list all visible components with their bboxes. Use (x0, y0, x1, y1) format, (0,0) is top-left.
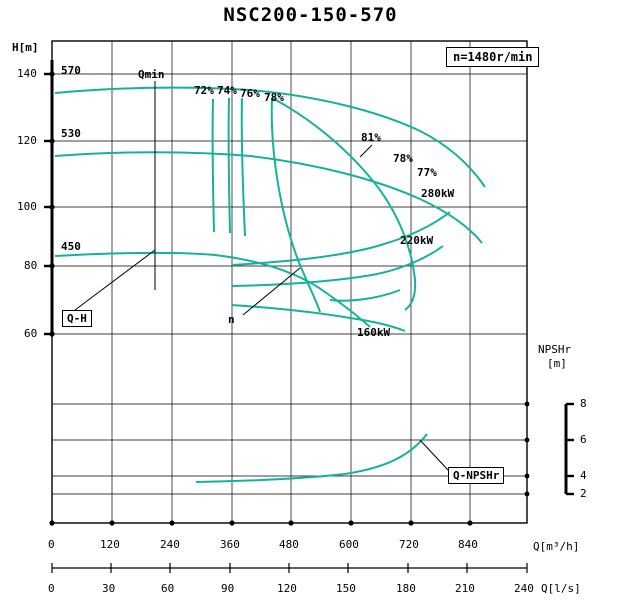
label-impeller-530: 530 (61, 127, 81, 140)
label-power-160kw: 160kW (357, 326, 391, 339)
ytick-h-140: 140 (17, 67, 37, 80)
xtick-m3h-240: 240 (160, 538, 180, 551)
ytick-npshr-4: 4 (580, 469, 587, 482)
xtick-ls-120: 120 (277, 582, 297, 595)
ytick-npshr-6: 6 (580, 433, 587, 446)
legend-qnpshr-box: Q-NPSHr (448, 467, 504, 484)
label-efficiency-72: 72% (194, 84, 214, 97)
label-power-220kw: 220kW (400, 234, 434, 247)
axis-label-npshr: NPSHr (538, 343, 572, 356)
label-efficiency-eta: n (228, 313, 235, 326)
label-qmin: Qmin (138, 68, 165, 81)
label-efficiency-81: 81% (361, 131, 381, 144)
xtick-m3h-840: 840 (458, 538, 478, 551)
xtick-ls-150: 150 (336, 582, 356, 595)
ytick-npshr-8: 8 (580, 397, 587, 410)
xtick-m3h-480: 480 (279, 538, 299, 551)
label-impeller-570: 570 (61, 64, 81, 77)
axis-label-flow-m3h: Q[m³/h] (533, 540, 580, 553)
label-efficiency-78: 78% (264, 91, 284, 104)
label-efficiency-76: 76% (240, 87, 260, 100)
axis-label-flow-ls: Q[l/s] (541, 582, 581, 595)
xtick-m3h-600: 600 (339, 538, 359, 551)
axis-label-npshr-unit: [m] (547, 357, 567, 370)
xtick-ls-180: 180 (396, 582, 416, 595)
ytick-npshr-2: 2 (580, 487, 587, 500)
xtick-m3h-120: 120 (100, 538, 120, 551)
xtick-ls-30: 30 (102, 582, 116, 595)
label-power-280kw: 280kW (421, 187, 455, 200)
ytick-h-80: 80 (24, 259, 38, 272)
page-title: NSC200-150-570 (223, 4, 398, 26)
xtick-ls-60: 60 (161, 582, 175, 595)
speed-badge: n=1480r/min (446, 47, 539, 67)
label-efficiency-74: 74% (217, 84, 237, 97)
xtick-ls-0: 0 (48, 582, 55, 595)
xtick-m3h-720: 720 (399, 538, 419, 551)
ytick-h-100: 100 (17, 200, 37, 213)
axis-label-head: H[m] (12, 41, 39, 54)
xtick-m3h-360: 360 (220, 538, 240, 551)
label-efficiency-78-right: 78% (393, 152, 413, 165)
ytick-h-60: 60 (24, 327, 38, 340)
ytick-h-120: 120 (17, 134, 37, 147)
xtick-ls-210: 210 (455, 582, 475, 595)
xtick-m3h-0: 0 (48, 538, 55, 551)
label-impeller-450: 450 (61, 240, 81, 253)
legend-qh-box: Q-H (62, 310, 92, 327)
xtick-ls-90: 90 (221, 582, 235, 595)
label-efficiency-77: 77% (417, 166, 437, 179)
xtick-ls-240: 240 (514, 582, 534, 595)
